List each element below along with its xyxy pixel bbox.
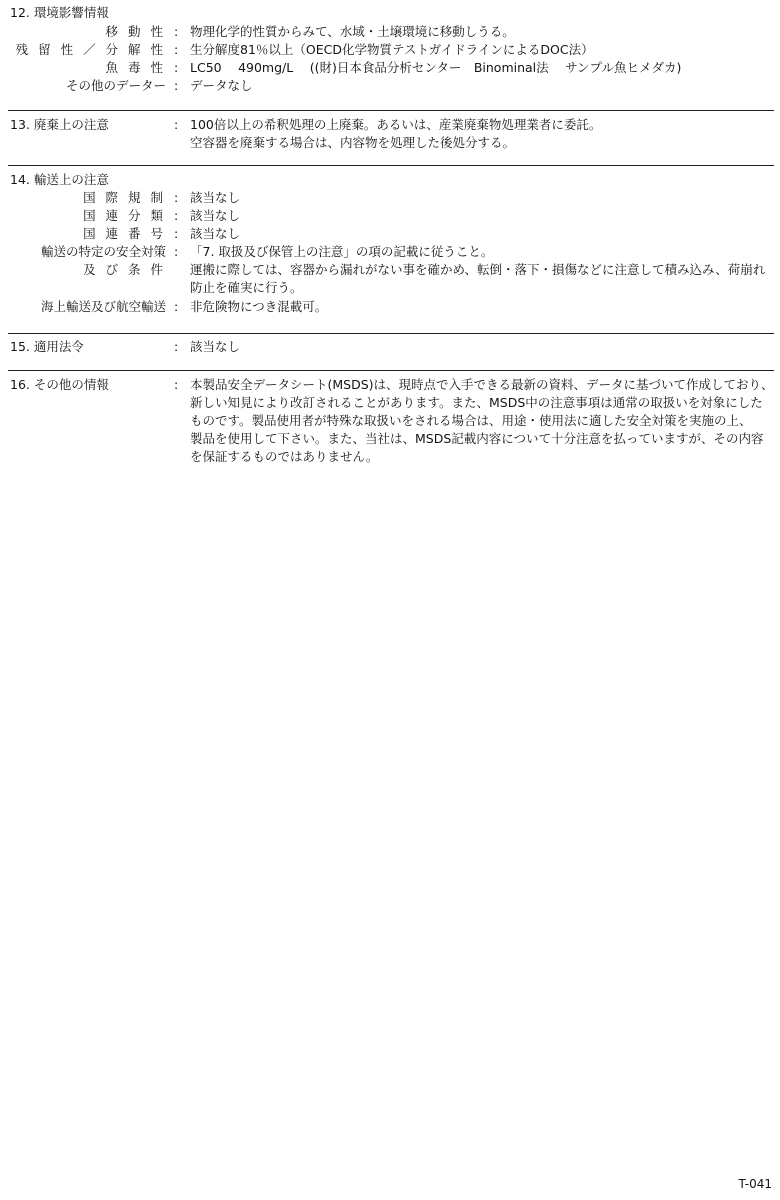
other-info-row-2 — [8, 394, 774, 412]
special-safety-label: 輸送の特定の安全対策 — [40, 244, 166, 259]
other-info-line-5: を保証するものではありません。 — [190, 449, 379, 464]
other-data-label: その他のデーター — [65, 78, 166, 93]
special-safety-row-1 — [8, 243, 774, 261]
other-info-row-5 — [8, 448, 774, 466]
un-class-value: 該当なし — [190, 208, 241, 223]
conditions-label: 及 び 条 件 — [83, 262, 166, 277]
section-13-title: 13. 廃棄上の注意 — [10, 117, 109, 132]
section-divider — [8, 110, 774, 111]
persistence-label: 残 留 性 ／ 分 解 性 — [15, 42, 166, 57]
other-info-row-4 — [8, 430, 774, 448]
sea-air-row — [8, 298, 774, 316]
section-divider — [8, 165, 774, 166]
colon-separator: : — [174, 244, 179, 259]
colon-separator: : — [174, 24, 179, 39]
colon-separator: : — [174, 42, 179, 57]
sea-air-label: 海上輸送及び航空輸送 — [40, 299, 166, 314]
special-safety-row-2 — [8, 261, 774, 279]
other-info-line-1: 本製品安全データシート(MSDS)は、現時点で入手できる最新の資料、データに基づいて作成しており、 — [190, 377, 774, 392]
section-divider — [8, 333, 774, 334]
other-data-row — [8, 77, 774, 95]
other-info-line-4: 製品を使用して下さい。また、当社は、MSDS記載内容について十分注意を払っていますが、その内容 — [190, 431, 764, 446]
un-number-row — [8, 225, 774, 243]
colon-separator: : — [174, 208, 179, 223]
document-code: T-041 — [738, 1177, 772, 1191]
colon-separator: : — [174, 226, 179, 241]
un-number-value: 該当なし — [190, 226, 241, 241]
un-class-label: 国 連 分 類 — [83, 208, 166, 223]
sea-air-value: 非危険物につき混載可。 — [190, 299, 328, 314]
colon-separator: : — [174, 299, 179, 314]
fish-toxicity-row — [8, 59, 774, 77]
fish-toxicity-label: 魚 毒 性 — [105, 60, 166, 75]
colon-separator: : — [174, 78, 179, 93]
special-safety-line-3: 防止を確実に行う。 — [190, 280, 303, 295]
section-divider — [8, 370, 774, 371]
applicable-laws-row — [8, 338, 774, 356]
mobility-label: 移 動 性 — [105, 24, 166, 39]
colon-separator: : — [174, 60, 179, 75]
other-info-line-2: 新しい知見により改訂されることがあります。また、MSDS中の注意事項は通常の取扱いを対象にした — [190, 395, 763, 410]
mobility-row — [8, 23, 774, 41]
other-info-row-3 — [8, 412, 774, 430]
applicable-laws-value: 該当なし — [190, 339, 241, 354]
colon-separator: : — [174, 339, 179, 354]
persistence-value: 生分解度81％以上（OECD化学物質テストガイドラインによるDOC法） — [190, 42, 594, 57]
special-safety-row-3 — [8, 279, 774, 297]
un-class-row — [8, 207, 774, 225]
mobility-value: 物理化学的性質からみて、水域・土壌環境に移動しうる。 — [190, 24, 515, 39]
section-16-title: 16. その他の情報 — [10, 377, 109, 392]
section-12-title: 12. 環境影響情報 — [10, 5, 109, 20]
other-info-line-3: ものです。製品使用者が特殊な取扱いをされる場合は、用途・使用法に適した安全対策を実施の上、 — [190, 413, 752, 428]
section-15-title: 15. 適用法令 — [10, 339, 84, 354]
colon-separator: : — [174, 190, 179, 205]
colon-separator: : — [174, 377, 179, 392]
other-info-row-1 — [8, 376, 774, 394]
fish-toxicity-value: LC50 490mg/L ((財)日本食品分析センター Binominal法 サンプル魚ヒメダカ) — [190, 60, 682, 75]
persistence-row — [8, 41, 774, 59]
special-safety-line-2: 運搬に際しては、容器から漏れがない事を確かめ、転倒・落下・損傷などに注意して積み込み、荷崩れ — [190, 262, 766, 277]
disposal-row-1 — [8, 116, 774, 134]
disposal-line-2: 空容器を廃棄する場合は、内容物を処理した後処分する。 — [190, 135, 516, 150]
un-number-label: 国 連 番 号 — [83, 226, 166, 241]
other-data-value: データなし — [190, 78, 253, 93]
disposal-line-1: 100倍以上の希釈処理の上廃棄。あるいは、産業廃棄物処理業者に委託。 — [190, 117, 602, 132]
special-safety-line-1: 「7. 取扱及び保管上の注意」の項の記載に従うこと。 — [190, 244, 494, 259]
intl-regulation-row — [8, 189, 774, 207]
intl-regulation-value: 該当なし — [190, 190, 241, 205]
colon-separator: : — [174, 117, 179, 132]
intl-regulation-label: 国 際 規 制 — [83, 190, 166, 205]
section-14-title: 14. 輸送上の注意 — [10, 172, 109, 187]
disposal-row-2 — [8, 134, 774, 152]
